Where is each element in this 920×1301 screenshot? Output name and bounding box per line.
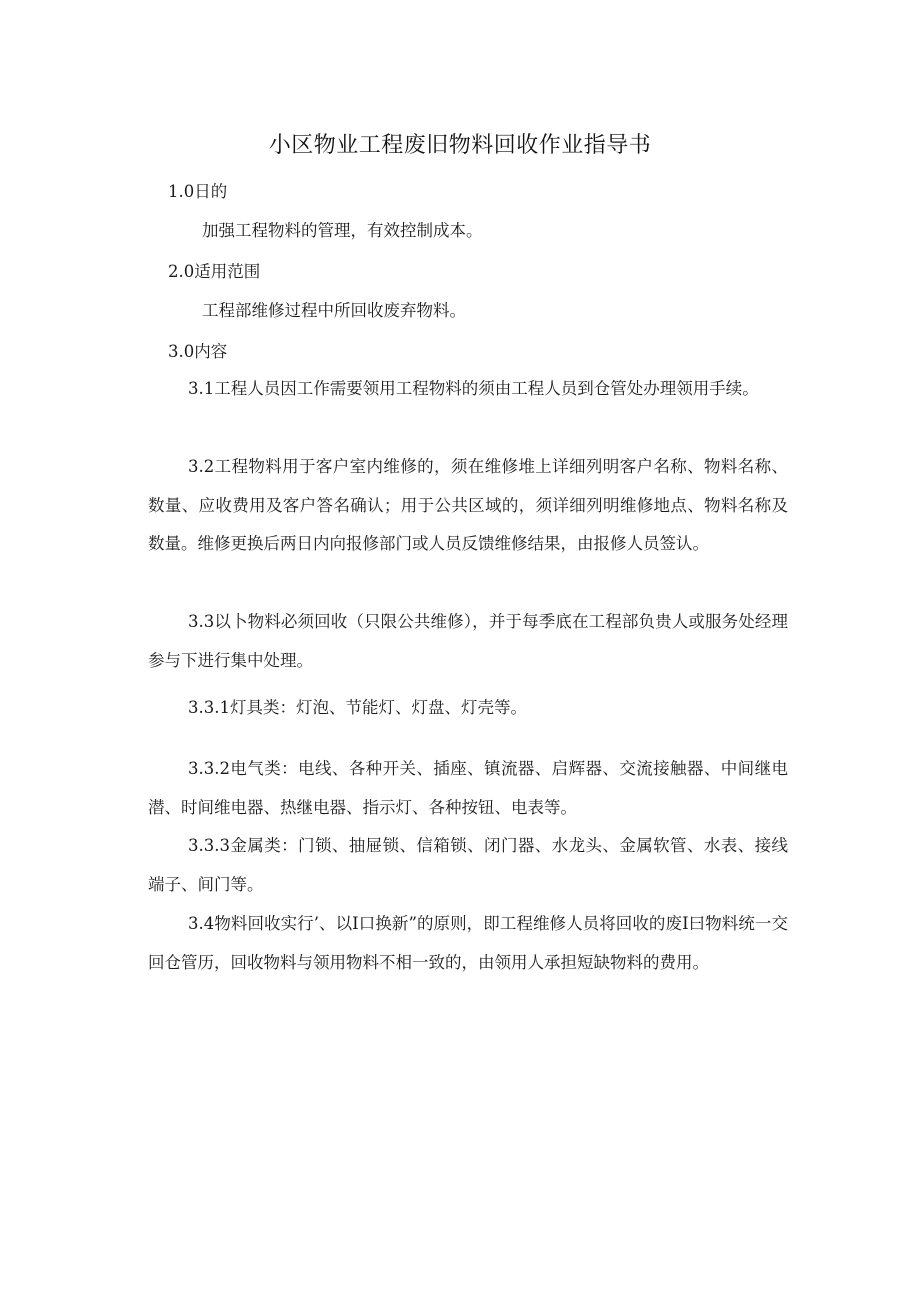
item-3-4-number: 3.4: [188, 914, 215, 933]
item-3-4-text: 物料回收实行’、以I口换新”的原则，即工程维修人员将回收的废I曰物料统一交回仓管历，回收物料与领用物料不相一致的，由领用人承担短缺物料的费用。: [148, 914, 788, 972]
item-3-3-2-text: 电气类：电线、各种开关、插座、镇流器、启辉器、交流接触器、中间继电潜、时间维电器、热继电器、指示灯、各种按钮、电表等。: [148, 759, 788, 817]
item-3-4: [148, 905, 788, 982]
section-1-body: 加强工程物料的管理，有效控制成本。: [202, 221, 483, 240]
section-3-heading: 3.0内容: [168, 342, 228, 361]
item-3-1: [148, 370, 788, 409]
item-3-2-number: 3.2: [188, 457, 215, 476]
item-3-3-2-number: 3.3.2: [188, 759, 230, 778]
item-3-3: [148, 603, 788, 680]
item-3-2-text: 工程物料用于客户室内维修的，须在维修堆上详细列明客户名称、物料名称、数量、应收费用及客户答名确认；用于公共区域的，须详细列明维修地点、物料名称及数量。维修更换后两日内向报修部门或人员反馈维修结果，由报修人员签认。: [148, 457, 788, 553]
item-3-3-1: [148, 689, 788, 728]
item-3-2: [148, 448, 788, 564]
item-3-3-number: 3.3: [188, 612, 215, 631]
item-3-3-text: 以卜物料必须回收（只限公共维修），并于每季底在工程部负贵人或服务处经理参与下进行集中处理。: [148, 612, 788, 670]
section-2-body: 工程部维修过程中所回收废弃物料。: [202, 301, 466, 320]
item-3-3-3: [148, 827, 788, 904]
section-2-heading: 2.0适用范围: [168, 262, 261, 281]
item-3-3-3-number: 3.3.3: [188, 836, 230, 855]
item-3-3-3-text: 金属类：门锁、抽屉锁、信箱锁、闭门器、水龙头、金属软管、水表、接线端子、间门等。: [148, 836, 788, 894]
item-3-3-2: [148, 750, 788, 827]
section-1-heading: 1.0日的: [168, 182, 228, 201]
item-3-1-number: 3.1: [188, 379, 215, 398]
item-3-3-1-number: 3.3.1: [188, 698, 230, 717]
item-3-1-text: 工程人员因工作需要领用工程物料的须由工程人员到仓管处办理领用手续。: [214, 379, 759, 398]
item-3-3-1-text: 灯具类：灯泡、节能灯、灯盘、灯壳等。: [229, 698, 527, 717]
document-title: 小区物业工程废旧物料回收作业指导书: [268, 133, 652, 158]
